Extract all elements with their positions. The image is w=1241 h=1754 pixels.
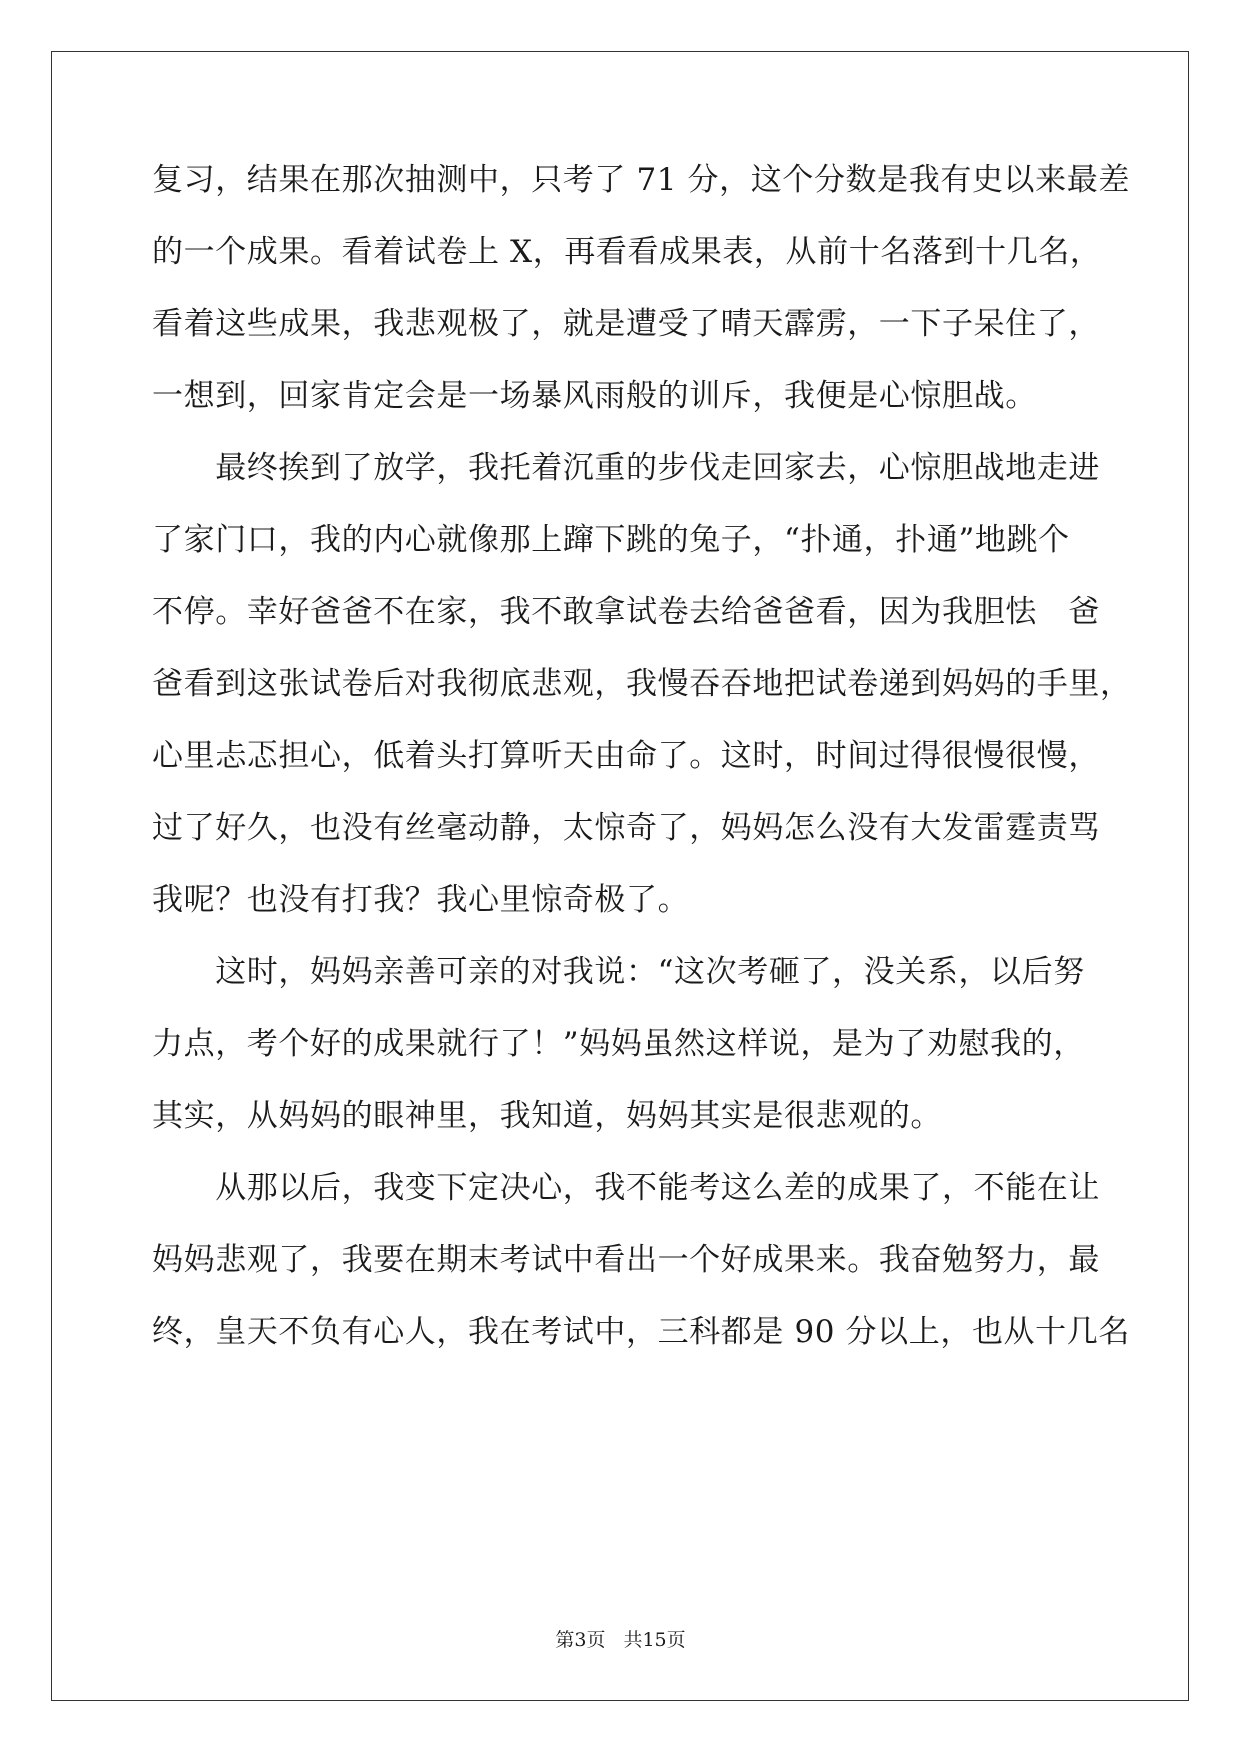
text-line: 的一个成果。看着试卷上 X，再看看成果表，从前十名落到十几名， bbox=[152, 234, 1102, 270]
text-line: 一想到，回家肯定会是一场暴风雨般的训斥，我便是心惊胆战。 bbox=[152, 378, 1037, 414]
text-line: 力点，考个好的成果就行了！”妈妈虽然这样说，是为了劝慰我的， bbox=[152, 1026, 1085, 1062]
page-footer bbox=[0, 1628, 1241, 1652]
page-border bbox=[51, 51, 1189, 1701]
text-line: 了家门口，我的内心就像那上蹿下跳的兔子，“扑通，扑通”地跳个 bbox=[152, 522, 1070, 558]
text-line: 心里忐忑担心，低着头打算听天由命了。这时，时间过得很慢很慢， bbox=[152, 738, 1100, 774]
page-number-total: 共15页 bbox=[623, 1629, 686, 1651]
text-line: 不停。幸好爸爸不在家，我不敢拿试卷去给爸爸看，因为我胆怯 爸 bbox=[152, 594, 1100, 630]
text-line: 这时，妈妈亲善可亲的对我说：“这次考砸了，没关系，以后努 bbox=[152, 954, 1085, 990]
page-number-current: 第3页 bbox=[555, 1629, 606, 1651]
text-line: 看着这些成果，我悲观极了，就是遭受了晴天霹雳，一下子呆住了， bbox=[152, 306, 1100, 342]
text-line: 妈妈悲观了，我要在期末考试中看出一个好成果来。我奋勉努力，最 bbox=[152, 1242, 1100, 1278]
text-line: 复习，结果在那次抽测中，只考了 71 分，这个分数是我有史以来最差 bbox=[152, 162, 1130, 198]
text-line: 最终挨到了放学，我托着沉重的步伐走回家去，心惊胆战地走进 bbox=[152, 450, 1100, 486]
text-line: 从那以后，我变下定决心，我不能考这么差的成果了，不能在让 bbox=[152, 1170, 1100, 1206]
text-line: 终，皇天不负有心人，我在考试中，三科都是 90 分以上，也从十几名 bbox=[152, 1314, 1130, 1350]
text-line: 其实，从妈妈的眼神里，我知道，妈妈其实是很悲观的。 bbox=[152, 1098, 942, 1134]
text-line: 我呢？也没有打我？我心里惊奇极了。 bbox=[152, 882, 690, 918]
text-line: 过了好久，也没有丝毫动静，太惊奇了，妈妈怎么没有大发雷霆责骂 bbox=[152, 810, 1100, 846]
text-line: 爸看到这张试卷后对我彻底悲观，我慢吞吞地把试卷递到妈妈的手里， bbox=[152, 666, 1132, 702]
